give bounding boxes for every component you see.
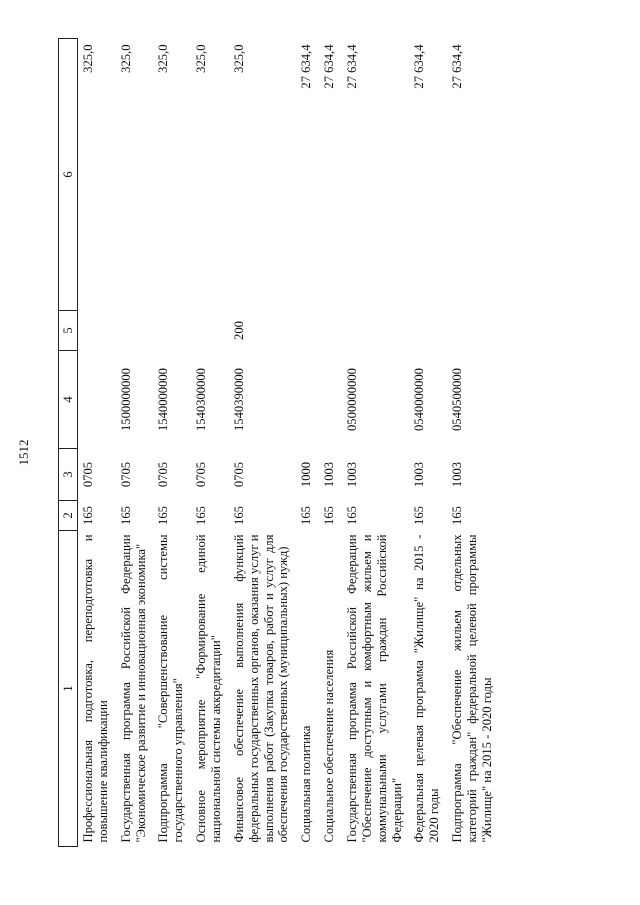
row-vr [153, 311, 191, 351]
row-sum: 325,0 [81, 44, 95, 73]
row-csr: 0540500000 [450, 368, 465, 431]
row-csr: 1540390000 [231, 368, 246, 431]
row-gr: 165 [322, 506, 337, 525]
row-rz: 0705 [118, 461, 133, 488]
row-sum: 27 634,4 [345, 44, 360, 89]
row-gr: 165 [231, 506, 246, 525]
row-vr [409, 311, 447, 351]
row-name: Социальная политика [299, 725, 314, 843]
table-row [191, 39, 229, 847]
row-csr: 1540300000 [194, 368, 209, 431]
row-vr [191, 311, 229, 351]
table-row [409, 39, 447, 847]
row-sum: 27 634,4 [412, 44, 427, 89]
row-rz: 0705 [81, 461, 95, 488]
row-gr: 165 [194, 506, 209, 525]
table-row [229, 39, 296, 847]
table-row [153, 39, 191, 847]
budget-table [58, 38, 500, 847]
row-rz: 0705 [194, 461, 209, 488]
row-name: Федеральная целевая программа "Жилище" на 2015 - 2020 годы [412, 534, 442, 843]
row-csr: 0500000000 [345, 368, 360, 431]
row-vr [116, 311, 154, 351]
row-name: Государственная программа Российской Федерации "Экономическое развитие и инновационная экономика" [118, 534, 148, 843]
table-row [447, 39, 500, 847]
row-sum: 325,0 [118, 44, 133, 73]
row-vr [342, 311, 409, 351]
row-gr: 165 [450, 506, 465, 525]
row-sum: 325,0 [156, 44, 171, 73]
row-gr: 165 [81, 506, 95, 525]
row-csr: 1540000000 [156, 368, 171, 431]
row-gr: 165 [412, 506, 427, 525]
row-name: Финансовое обеспечение выполнения функций федеральных государственных органов, оказания услуг и выполнения работ (Закупка товаров, работ и услуг для обеспечения государственных (муниципальных) нужд) [231, 534, 291, 843]
table-row [342, 39, 409, 847]
row-csr: 1500000000 [118, 368, 133, 431]
row-rz: 1000 [299, 461, 314, 488]
row-rz: 1003 [345, 461, 360, 488]
row-csr: 0540000000 [412, 368, 427, 431]
row-gr: 165 [299, 506, 314, 525]
row-rz: 0705 [156, 461, 171, 488]
row-sum: 325,0 [194, 44, 209, 73]
table-row [78, 39, 116, 847]
table-row [116, 39, 154, 847]
row-vr [447, 311, 500, 351]
row-vr [319, 311, 342, 351]
row-sum: 27 634,4 [299, 44, 314, 89]
table-row [296, 39, 319, 847]
row-name: Профессиональная подготовка, переподготовка и повышение квалификации [81, 534, 110, 843]
row-name: Подпрограмма "Обеспечение жильем отдельных категорий граждан" федеральной целевой программы "Жилище" на 2015 - 2020 годы [450, 534, 494, 843]
row-csr [296, 351, 319, 449]
row-rz: 1003 [450, 461, 465, 488]
row-name: Социальное обеспечение населения [322, 649, 337, 843]
row-vr [296, 311, 319, 351]
row-sum: 325,0 [231, 44, 246, 73]
row-sum: 27 634,4 [450, 44, 465, 89]
col-header-3: 3 [59, 449, 78, 501]
col-header-1: 1 [59, 531, 78, 847]
col-header-2: 2 [59, 501, 78, 531]
row-vr [78, 311, 116, 351]
row-csr [319, 351, 342, 449]
row-gr: 165 [156, 506, 171, 525]
row-gr: 165 [345, 506, 360, 525]
row-rz: 0705 [231, 461, 246, 488]
row-name: Основное мероприятие "Формирование единой национальной системы аккредитации" [194, 534, 224, 843]
row-vr: 200 [231, 321, 246, 340]
page-number: 1512 [16, 439, 31, 466]
row-name: Подпрограмма "Совершенствование системы государственного управления" [156, 534, 186, 843]
col-header-5: 5 [59, 311, 78, 351]
col-header-4: 4 [59, 351, 78, 449]
row-name: Государственная программа Российской Федерации "Обеспечение доступным и комфортным жильем и коммунальными услугами граждан Российской Федерации" [345, 534, 404, 843]
table-row [319, 39, 342, 847]
row-rz: 1003 [412, 461, 427, 488]
row-gr: 165 [118, 506, 133, 525]
row-rz: 1003 [322, 461, 337, 488]
col-header-6: 6 [59, 39, 78, 311]
header-row [59, 39, 78, 847]
row-csr [78, 351, 116, 449]
row-sum: 27 634,4 [322, 44, 337, 89]
